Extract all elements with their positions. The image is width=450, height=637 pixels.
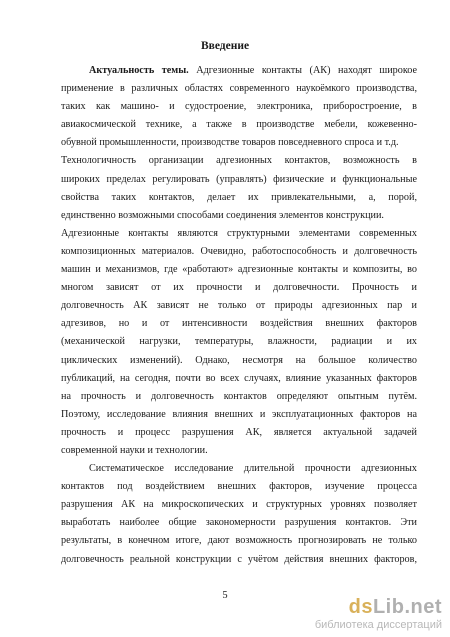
text-line: Систематическое исследование длительной прочности адгезионных — [89, 463, 417, 475]
watermark-subtitle: библиотека диссертаций — [314, 619, 442, 631]
text-line: (механической нагрузки, температуры, влажности, радиации и их — [61, 336, 417, 348]
watermark-logo-prefix: ds — [348, 596, 373, 618]
text-line: Технологичность организации адгезионных контактов, возможность в — [61, 155, 417, 167]
text-line: на прочность и долговечность контактов определяют опытным путём. — [61, 390, 417, 402]
text-line: адгезивов, но и от интенсивности воздействия внешних факторов — [61, 318, 417, 330]
text-line: Адгезионные контакты являются структурными элементами современных — [61, 227, 417, 239]
body-text — [61, 62, 417, 569]
text-line: Поэтому, исследование влияния внешних и эксплуатационных факторов на — [61, 408, 417, 420]
text-line: выработать наиболее общие закономерности разрушения контактов. Эти — [61, 517, 417, 529]
text-line: Актуальность темы. Адгезионные контакты (АК) находят широкое — [89, 65, 417, 76]
text-line: современной науки и технологии. — [61, 444, 208, 456]
text-line: многом зависят от их прочности и долговечности. Прочность и — [61, 282, 417, 294]
text-line: циклических изменений). Однако, несмотря на большое количество — [61, 354, 417, 366]
page-title: Введение — [200, 40, 250, 52]
text-line: композиционных материалов. Очевидно, работоспособность и долговечность — [61, 245, 417, 257]
text-line: таких как машино- и судостроение, электроника, приборостроение, в — [61, 101, 417, 113]
text-line: свойства таких контактов, делает их привлекательными, а, порой, — [61, 191, 417, 203]
text-line: публикаций, на сегодня, почти во всех случаях, влияние указанных факторов — [61, 372, 417, 384]
watermark-logo-suffix: Lib.net — [372, 596, 442, 618]
text-line: долговечность реальной конструкции с учётом действия внешних факторов, — [61, 553, 417, 565]
text-line: контактов под воздействием внешних факторов, изучение процесса — [61, 481, 417, 493]
text-line: применение в различных областях современного наукоёмкого производства, — [61, 83, 417, 95]
page-number: 5 — [222, 590, 228, 601]
text-line: долговечность АК зависят не только от природы адгезионных пар и — [61, 300, 417, 312]
text-line: разрушения АК на микроскопических и структурных уровнях позволяет — [61, 499, 417, 511]
text-line: широких пределах регулировать (управлять) физические и функциональные — [61, 173, 417, 185]
section-heading-inline: Актуальность темы. — [89, 65, 189, 76]
watermark-logo-text — [349, 596, 442, 619]
text-line: авиакосмической технике, а также в производстве мебели, кожевенно- — [61, 119, 417, 131]
text-line: результаты, в конечном итоге, дают возможность прогнозировать не только — [61, 535, 417, 547]
watermark-logo — [272, 596, 442, 634]
text-line: обувной промышленности, производстве товаров повседневного спроса и т.д. — [61, 137, 399, 149]
text-line: машин и механизмов, где «работают» адгезионные контакты и композиты, во — [61, 264, 417, 276]
text-line: единственно возможными способами соединения элементов конструкции. — [61, 209, 384, 221]
text-line: прочность и процесс разрушения АК, является актуальной задачей — [61, 426, 417, 438]
